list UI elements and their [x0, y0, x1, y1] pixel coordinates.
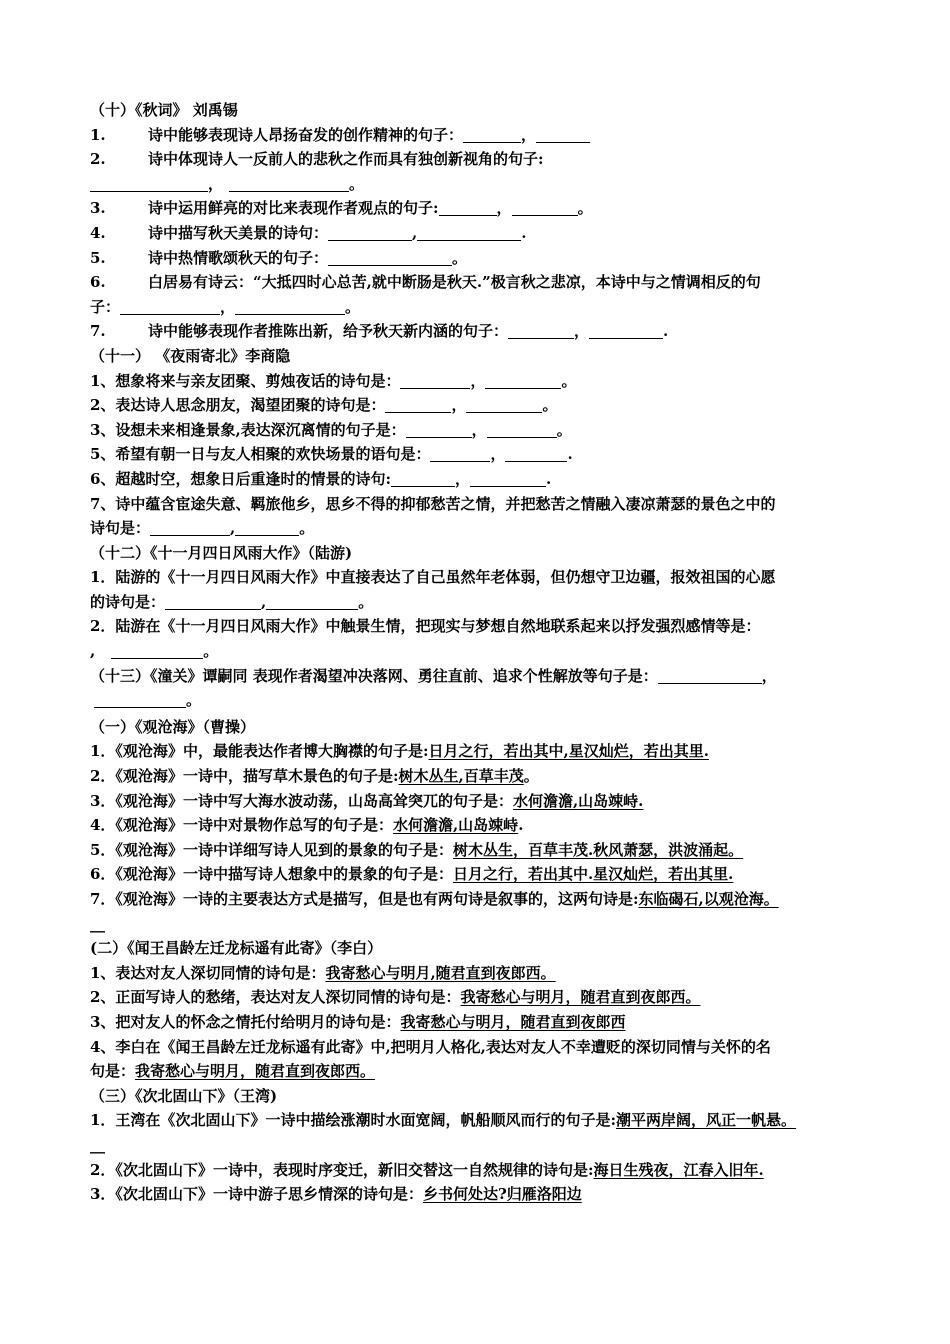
question-line: 6、超越时空，想象日后重逢时的情景的诗句: ， . — [90, 469, 552, 488]
section-header-yeyu: （十一） 《夜雨寄北》李商隐 — [90, 346, 291, 365]
answer-line: __ — [90, 1135, 105, 1154]
answer-blank[interactable] — [430, 447, 490, 462]
answer-line: 3．《次北固山下》一诗中游子思乡情深的诗句是：乡书何处达?归雁洛阳边 — [90, 1185, 582, 1204]
answer-blank[interactable] — [150, 521, 230, 536]
answer-blank[interactable] — [391, 472, 455, 487]
answer-blank[interactable] — [536, 128, 590, 143]
answer-line: 4．《观沧海》一诗中对景物作总写的句子是：水何澹澹,山岛竦峙. — [90, 816, 524, 835]
answer-line: 1．《观沧海》中，最能表达作者博大胸襟的句子是:日月之行，若出其中,星汉灿烂，若出其里. — [90, 742, 709, 761]
answer-blank[interactable] — [266, 595, 358, 610]
answer-line: 1、表达对友人深切同情的诗句是：我寄愁心与明月,随君直到夜郎西。 — [90, 963, 556, 982]
answer-blank[interactable] — [328, 226, 412, 241]
answer-blank[interactable] — [235, 300, 345, 315]
answer-blank[interactable] — [466, 398, 542, 413]
answer-blank[interactable] — [385, 398, 451, 413]
answer-line: ， 。 — [90, 172, 870, 197]
answer-line: 句是：我寄愁心与明月，随君直到夜郎西。 — [90, 1062, 376, 1081]
answer-line: 诗句是： , 。 — [90, 519, 315, 538]
answer-blank[interactable] — [120, 300, 220, 315]
answer-blank[interactable] — [235, 521, 299, 536]
answer-blank[interactable] — [406, 423, 472, 438]
question-line: 2、表达诗人思念朋友，渴望团聚的诗句是： ， 。 — [90, 396, 558, 415]
question-line: 5、希望有朝一日与友人相聚的欢快场景的语句是： ， . — [90, 445, 573, 464]
answer-blank[interactable] — [512, 201, 578, 216]
answer-line: 4、李白在《闻王昌龄左迁龙标遥有此寄》中,把明月人格化,表达对友人不幸遭贬的深切同情与关怀的名 — [90, 1037, 771, 1056]
answer-blank[interactable] — [463, 128, 521, 143]
question-line: 5. 诗中热情歌颂秋天的句子： 。 — [90, 248, 468, 267]
question-line: 6. 白居易有诗云：“大抵四时心总苦,就中断肠是秋天.”极言秋之悲凉，本诗中与之情调相反的句 — [90, 273, 761, 292]
section-header-cibeigu: （三）《次北固山下》（王湾) — [90, 1086, 278, 1105]
answer-line: 2．《次北固山下》一诗中，表现时序变迁，新旧交替这一自然规律的诗句是:海日生残夜，江春入旧年. — [90, 1160, 764, 1179]
answer-line: 1．王湾在《次北固山下》一诗中描绘涨潮时水面宽阔，帆船顺风而行的句子是:潮平两岸阔，风正一帆悬。 — [90, 1111, 796, 1130]
answer-line: 。 — [90, 688, 870, 713]
answer-line: 子： ， 。 — [90, 297, 361, 316]
document-content — [90, 98, 870, 1207]
answer-line: 的诗句是： , 。 — [90, 592, 374, 611]
section-header-wenwang: (二）《闻王昌龄左迁龙标遥有此寄》（李白） — [90, 939, 383, 958]
answer-line: , 。 — [90, 642, 219, 661]
answer-line: 3、把对友人的怀念之情托付给明月的诗句是：我寄愁心与明月，随君直到夜郎西 — [90, 1012, 626, 1031]
answer-blank[interactable] — [508, 324, 574, 339]
answer-blank[interactable] — [90, 177, 208, 192]
answer-blank[interactable] — [111, 644, 203, 659]
answer-blank[interactable] — [417, 226, 521, 241]
answer-blank[interactable] — [439, 201, 497, 216]
section-header-tongguan: （十三）《潼关》谭嗣同 表现作者渴望冲决落网、勇往直前、追求个性解放等句子是： ， — [90, 666, 777, 685]
answer-blank[interactable] — [505, 447, 567, 462]
answer-blank[interactable] — [229, 177, 349, 192]
answer-line: 3．《观沧海》一诗中写大海水波动荡，山岛高耸突兀的句子是：水何澹澹,山岛竦峙. — [90, 791, 644, 810]
answer-blank[interactable] — [328, 251, 452, 266]
answer-blank[interactable] — [400, 374, 470, 389]
answer-line: 6．《观沧海》一诗中描写诗人想象中的景象的句子是：日月之行，若出其中.星汉灿烂，若出其里. — [90, 865, 734, 884]
question-line: 1、想象将来与亲友团聚、剪烛夜话的诗句是： ， 。 — [90, 371, 577, 390]
answer-blank[interactable] — [487, 423, 557, 438]
question-line: 1. 诗中能够表现诗人昂扬奋发的创作精神的句子： ， — [90, 123, 870, 148]
answer-line: 2．《观沧海》一诗中，描写草木景色的句子是:树木丛生,百草丰茂。 — [90, 767, 539, 786]
section-header-qiuci: （十）《秋词》 刘禹锡 — [90, 101, 238, 119]
answer-line: __ — [90, 914, 105, 933]
answer-blank[interactable] — [658, 669, 762, 684]
answer-blank[interactable] — [589, 324, 663, 339]
answer-blank[interactable] — [470, 472, 546, 487]
question-line: 7、诗中蕴含宦途失意、羁旅他乡，思乡不得的抑郁愁苦之情，并把愁苦之情融入凄凉萧瑟的景色之中的 — [90, 494, 776, 513]
answer-line: 5．《观沧海》一诗中详细写诗人见到的景象的句子是：树木丛生，百草丰茂.秋风萧瑟，洪波涌起。 — [90, 840, 744, 859]
answer-line: 2、正面写诗人的愁绪，表达对友人深切同情的诗句是：我寄愁心与明月，随君直到夜郎西。 — [90, 988, 701, 1007]
question-line: 7. 诗中能够表现作者推陈出新，给予秋天新内涵的句子： ， . — [90, 322, 669, 341]
answer-line: 7．《观沧海》一诗的主要表达方式是描写，但是也有两句诗是叙事的，这两句诗是:东临碣石,以观沧海。 — [90, 890, 779, 908]
section-header-guancanghai: （一）《观沧海》（曹操） — [90, 717, 256, 736]
section-header-fengyu: （十二）《十一月四日风雨大作》（陆游) — [90, 543, 353, 562]
question-line: 1．陆游的《十一月四日风雨大作》中直接表达了自己虽然年老体弱，但仍想守卫边疆，报效祖国的心愿 — [90, 568, 776, 587]
question-line: 4. 诗中描写秋天美景的诗句： , . — [90, 223, 527, 242]
question-line: 2．陆游在《十一月四日风雨大作》中触景生情，把现实与梦想自然地联系起来以抒发强烈感情等是： — [90, 617, 761, 636]
answer-blank[interactable] — [485, 374, 561, 389]
question-line: 3. 诗中运用鲜亮的对比来表现作者观点的句子: ， 。 — [90, 199, 593, 218]
answer-blank[interactable] — [94, 693, 186, 708]
answer-blank[interactable] — [165, 595, 261, 610]
question-line: 2. 诗中体现诗人一反前人的悲秋之作而具有独创新视角的句子: — [90, 150, 544, 169]
question-line: 3、设想未来相逢景象,表达深沉离情的句子是： ， 。 — [90, 420, 572, 439]
